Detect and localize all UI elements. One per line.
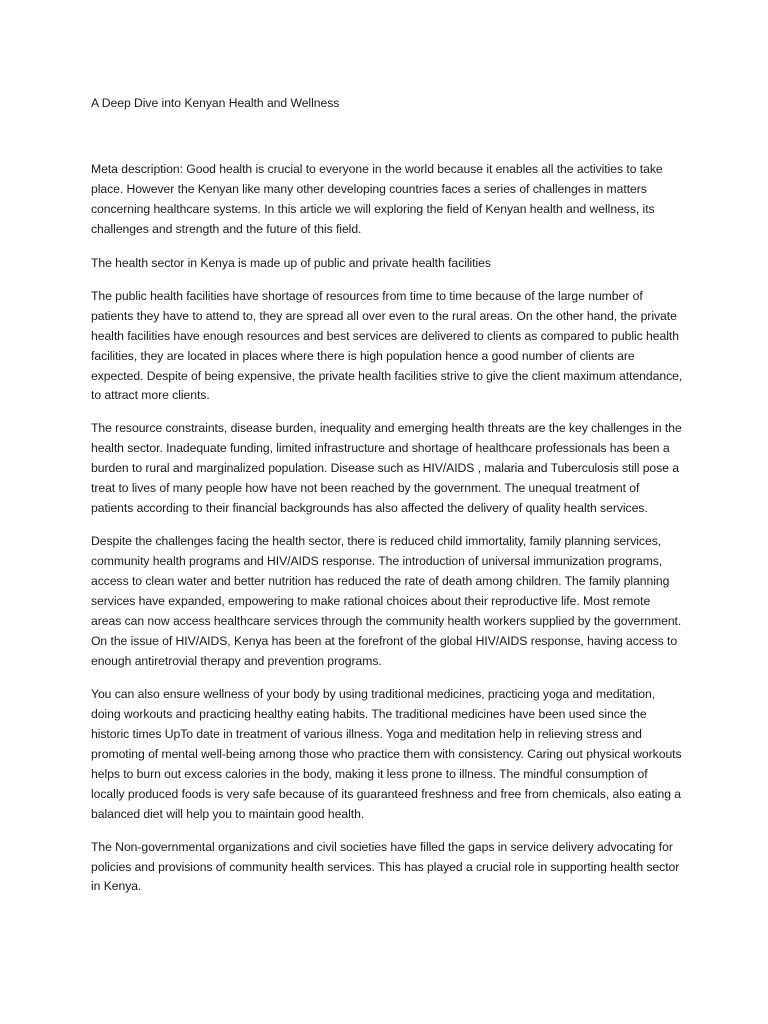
paragraph-achievements: Despite the challenges facing the health sector, there is reduced child immortality, family planning services, community health programs and HIV/AIDS response. The introduction of universal immunization programs, access to clean water and better nutrition has reduced the rate of death among children. The family planning services have expanded, empowering to make rational choices about their reproductive life. Most remote areas can now access healthcare services through the community health workers supplied by the government. On the issue of HIV/AIDS, Kenya has been at the forefront of the global HIV/AIDS response, having access to enough antiretrovial therapy and prevention programs.: [91, 534, 682, 668]
document-title: A Deep Dive into Kenyan Health and Wellness: [91, 96, 340, 110]
meta-description-paragraph: Meta description: Good health is crucial to everyone in the world because it enables all the activities to take place. However the Kenyan like many other developing countries faces a series of challenges in matters concerning healthcare systems. In this article we will exploring the field of Kenyan health and wellness, its challenges and strength and the future of this field.: [91, 161, 663, 236]
paragraph-wellness-practices: You can also ensure wellness of your body by using traditional medicines, practicing yoga and meditation, doing workouts and practicing healthy eating habits. The traditional medicines have been used since the historic times UpTo date in treatment of various illness. Yoga and meditation help in relieving stress and promoting of mental well-being among those who practice them with consistency. Caring out physical workouts helps to burn out excess calories in the body, making it less prone to illness. The mindful consumption of locally produced foods is very safe because of its guaranteed freshness and free from chemicals, also eating a balanced diet will help you to maintain good health.: [91, 686, 682, 821]
paragraph-public-private-facilities: The public health facilities have shortage of resources from time to time because of the large number of patients they have to attend to, they are spread all over even to the rural areas. On the other hand, the private health facilities have enough resources and best services are delivered to clients as compared to public health facilities, they are located in places where there is high population hence a good number of clients are expected. Despite of being expensive, the private health facilities strive to give the client maximum attendance, to attract more clients.: [91, 288, 683, 403]
paragraph-health-sector-intro: The health sector in Kenya is made up of public and private health facilities: [91, 255, 491, 270]
paragraph-ngo-role: The Non-governmental organizations and civil societies have filled the gaps in service delivery advocating for policies and provisions of community health services. This has played a crucial role in supporting health sector in Kenya.: [91, 839, 680, 894]
paragraph-key-challenges: The resource constraints, disease burden, inequality and emerging health threats are the key challenges in the health sector. Inadequate funding, limited infrastructure and shortage of healthcare professionals has been a burden to rural and marginalized population. Disease such as HIV/AIDS , malaria and Tuberculosis still pose a treat to lives of many people how have not been reached by the government. The unequal treatment of patients according to their financial backgrounds has also affected the delivery of quality health services.: [91, 421, 682, 516]
document-body: [91, 94, 683, 910]
